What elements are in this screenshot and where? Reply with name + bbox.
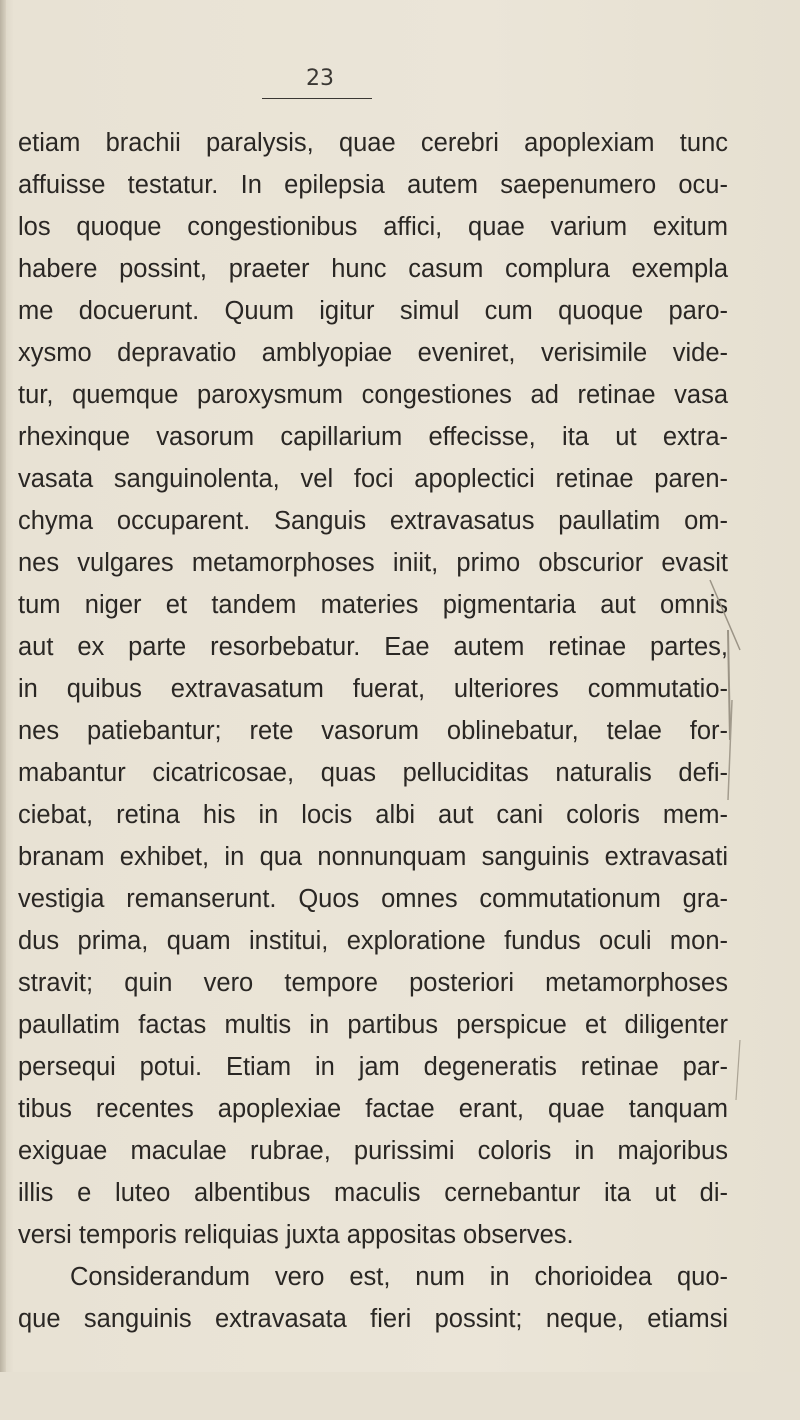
text-line-paragraph-start: Considerandum vero est, num in chorioidea quo- <box>70 1263 728 1291</box>
page-number-rule <box>262 98 372 99</box>
text-line: que sanguinis extravasata fieri possint; neque, etiamsi <box>18 1305 728 1333</box>
text-line: tum niger et tandem materies pigmentaria aut omnis <box>18 591 728 619</box>
text-line: los quoque congestionibus affici, quae varium exitum <box>18 213 728 241</box>
text-line: dus prima, quam institui, exploratione fundus oculi mon- <box>18 927 728 955</box>
text-line: illis e luteo albentibus maculis cernebantur ita ut di- <box>18 1179 728 1207</box>
text-line: tur, quemque paroxysmum congestiones ad retinae vasa <box>18 381 728 409</box>
text-line: stravit; quin vero tempore posteriori metamorphoses <box>18 969 728 997</box>
text-line: in quibus extravasatum fuerat, ulteriores commutatio- <box>18 675 728 703</box>
page-spine-shadow <box>0 0 6 1372</box>
text-line: affuisse testatur. In epilepsia autem saepenumero ocu- <box>18 171 728 199</box>
text-line: etiam brachii paralysis, quae cerebri apoplexiam tunc <box>18 129 728 157</box>
text-line: nes vulgares metamorphoses iniit, primo obscurior evasit <box>18 549 728 577</box>
text-line: mabantur cicatricosae, quas pelluciditas naturalis defi- <box>18 759 728 787</box>
body-text <box>18 122 728 1340</box>
text-line: branam exhibet, in qua nonnunquam sanguinis extravasati <box>18 843 728 871</box>
text-line: ciebat, retina his in locis albi aut cani coloris mem- <box>18 801 728 829</box>
bleed-stroke <box>710 580 740 650</box>
text-line: rhexinque vasorum capillarium effecisse, ita ut extra- <box>18 423 728 451</box>
text-line: persequi potui. Etiam in jam degeneratis retinae par- <box>18 1053 728 1081</box>
text-line: tibus recentes apoplexiae factae erant, quae tanquam <box>18 1095 728 1123</box>
text-line: chyma occuparent. Sanguis extravasatus paullatim om- <box>18 507 728 535</box>
margin-bleed-marks <box>700 560 800 1420</box>
text-line: nes patiebantur; rete vasorum oblinebatur, telae for- <box>18 717 728 745</box>
text-line: vestigia remanserunt. Quos omnes commutationum gra- <box>18 885 728 913</box>
bleed-stroke <box>728 630 730 740</box>
text-line: versi temporis reliquias juxta appositas observes. <box>18 1221 574 1249</box>
text-line: xysmo depravatio amblyopiae eveniret, verisimile vide- <box>18 339 728 367</box>
text-line: paullatim factas multis in partibus perspicue et diligenter <box>18 1011 728 1039</box>
bleed-stroke <box>736 1040 740 1100</box>
text-line: vasata sanguinolenta, vel foci apoplectici retinae paren- <box>18 465 728 493</box>
text-line: habere possint, praeter hunc casum complura exempla <box>18 255 728 283</box>
page-number: 23 <box>306 66 334 91</box>
text-line: me docuerunt. Quum igitur simul cum quoque paro- <box>18 297 728 325</box>
text-line: aut ex parte resorbebatur. Eae autem retinae partes, <box>18 633 728 661</box>
text-line: exiguae maculae rubrae, purissimi coloris in majoribus <box>18 1137 728 1165</box>
